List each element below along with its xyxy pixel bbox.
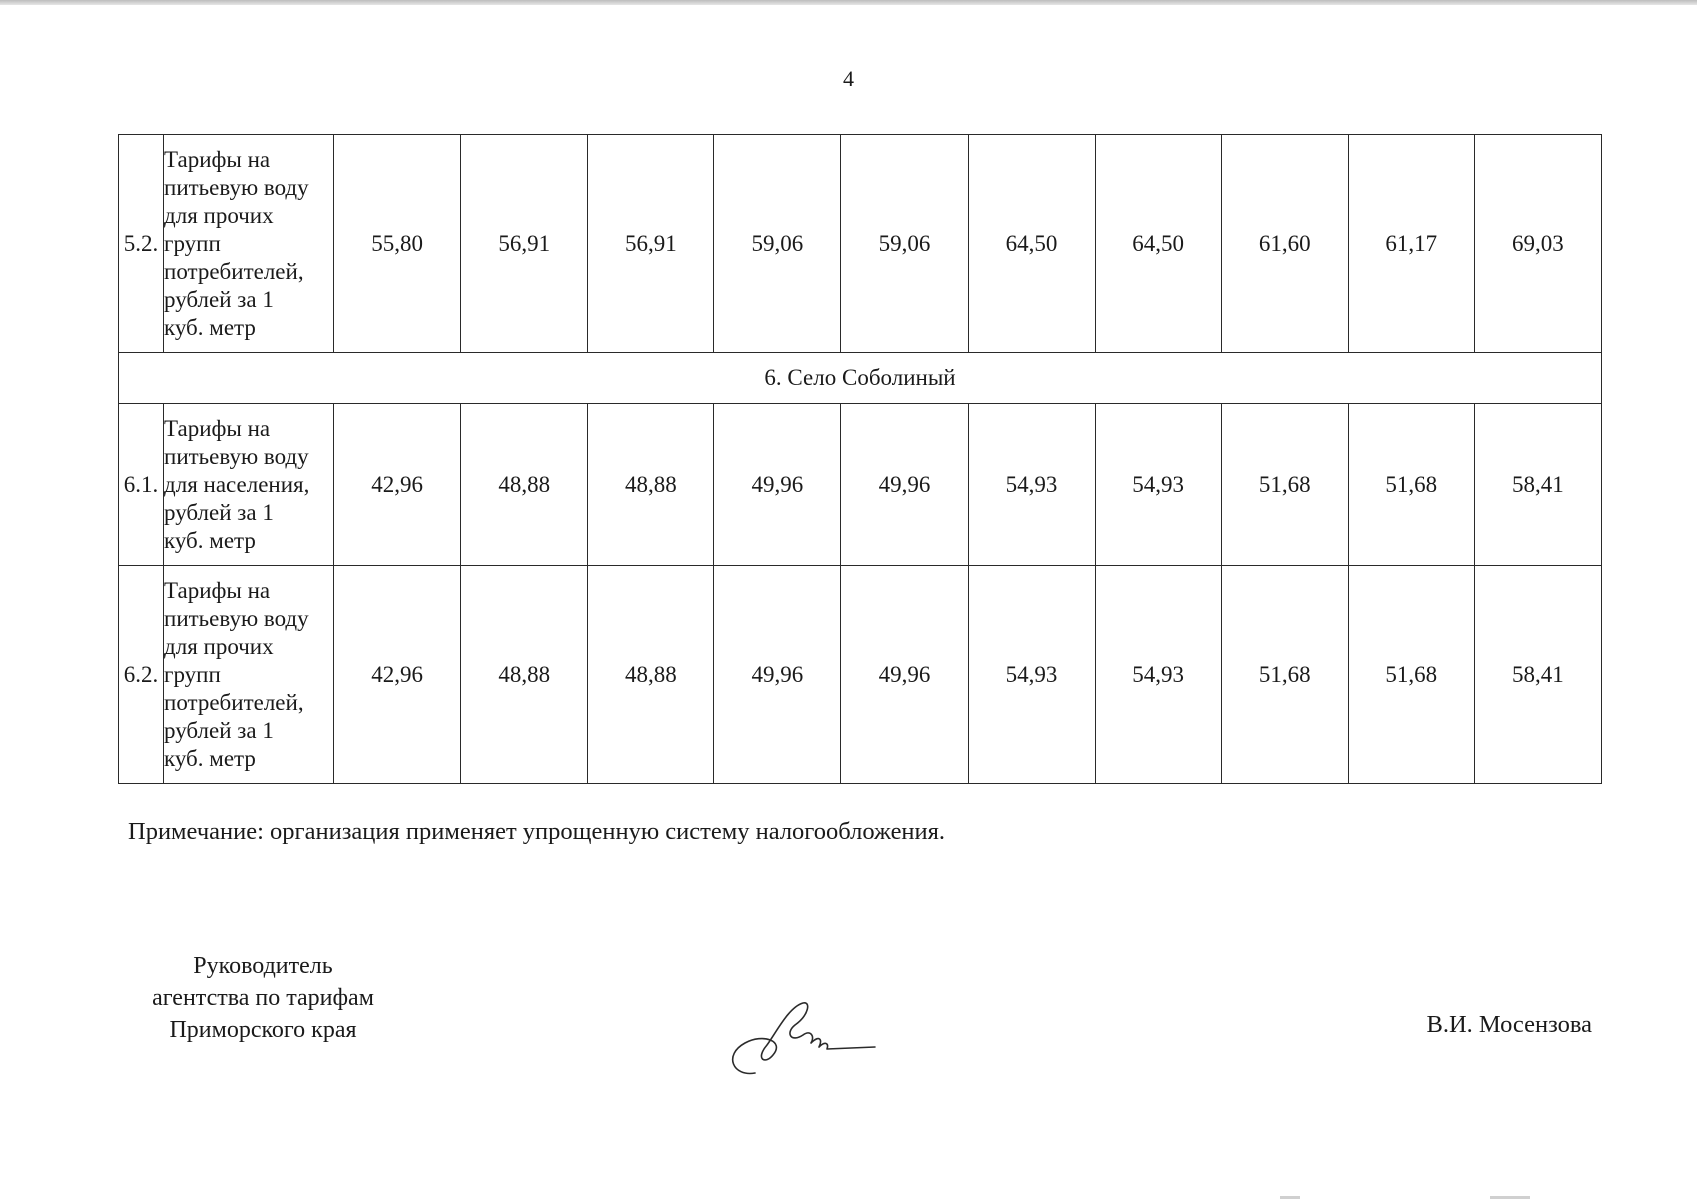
description-line: потребителей, xyxy=(164,258,304,284)
tariff-value: 54,93 xyxy=(968,404,1095,566)
tariff-value: 48,88 xyxy=(588,404,714,566)
section-title: 6. Село Соболиный xyxy=(119,353,1602,404)
signer-position-line: Руководитель xyxy=(193,953,333,979)
handwritten-signature xyxy=(715,985,895,1085)
tariff-value: 64,50 xyxy=(968,135,1095,353)
tariff-value: 58,41 xyxy=(1474,566,1601,784)
description-line: рублей за 1 xyxy=(164,286,274,312)
row-number: 6.2. xyxy=(119,566,164,784)
tariff-value: 56,91 xyxy=(588,135,714,353)
scan-top-edge xyxy=(0,0,1697,5)
tariff-value: 48,88 xyxy=(588,566,714,784)
description-line: рублей за 1 xyxy=(164,499,274,525)
description-line: рублей за 1 xyxy=(164,717,274,743)
tariff-value: 49,96 xyxy=(714,566,841,784)
tariff-value: 49,96 xyxy=(714,404,841,566)
tariff-value: 42,96 xyxy=(334,566,461,784)
row-number: 6.1. xyxy=(119,404,164,566)
description-line: для населения, xyxy=(164,471,310,497)
signer-position-line: Приморского края xyxy=(169,1017,357,1043)
description-line: потребителей, xyxy=(164,689,304,715)
tariff-value: 59,06 xyxy=(714,135,841,353)
description-line: питьевую воду xyxy=(164,443,309,469)
section-row xyxy=(119,353,1602,404)
description-line: куб. метр xyxy=(164,314,256,340)
description-line: групп xyxy=(164,230,221,256)
tariff-value: 42,96 xyxy=(334,404,461,566)
table-row xyxy=(119,566,1602,784)
description-line: Тарифы на xyxy=(164,577,271,603)
tariff-value: 48,88 xyxy=(461,566,588,784)
tariff-value: 59,06 xyxy=(841,135,968,353)
tariff-value: 49,96 xyxy=(841,404,968,566)
row-number: 5.2. xyxy=(119,135,164,353)
description-line: куб. метр xyxy=(164,527,256,553)
tariff-value: 58,41 xyxy=(1474,404,1601,566)
tariff-value: 56,91 xyxy=(461,135,588,353)
tariff-value: 54,93 xyxy=(1095,566,1221,784)
tariff-value: 51,68 xyxy=(1221,566,1348,784)
tariff-value: 61,60 xyxy=(1221,135,1348,353)
table-row xyxy=(119,404,1602,566)
description-line: для прочих xyxy=(164,202,274,228)
tariff-value: 49,96 xyxy=(841,566,968,784)
description-line: групп xyxy=(164,661,221,687)
scan-artifact xyxy=(1490,1196,1530,1199)
row-description xyxy=(164,404,334,566)
table-row xyxy=(119,135,1602,353)
tariff-value: 48,88 xyxy=(461,404,588,566)
description-line: для прочих xyxy=(164,633,274,659)
description-line: Тарифы на xyxy=(164,146,271,172)
tariff-value: 69,03 xyxy=(1474,135,1601,353)
description-line: питьевую воду xyxy=(164,605,309,631)
tariff-value: 51,68 xyxy=(1221,404,1348,566)
signer-position-line: агентства по тарифам xyxy=(152,985,374,1011)
signer-name: В.И. Мосензова xyxy=(1426,1011,1592,1038)
tariff-value: 64,50 xyxy=(1095,135,1221,353)
signer-position xyxy=(118,950,408,1046)
tariff-value: 51,68 xyxy=(1348,404,1474,566)
tariff-value: 61,17 xyxy=(1348,135,1474,353)
tariff-value: 51,68 xyxy=(1348,566,1474,784)
description-line: Тарифы на xyxy=(164,415,271,441)
tariff-table xyxy=(118,134,1602,784)
row-description xyxy=(164,135,334,353)
page-number: 4 xyxy=(843,66,854,91)
scan-artifact xyxy=(1280,1196,1300,1199)
description-line: питьевую воду xyxy=(164,174,309,200)
tariff-value: 55,80 xyxy=(334,135,461,353)
tariff-value: 54,93 xyxy=(968,566,1095,784)
description-line: куб. метр xyxy=(164,745,256,771)
row-description xyxy=(164,566,334,784)
note-text: Примечание: организация применяет упрощенную систему налогообложения. xyxy=(128,818,946,845)
tariff-value: 54,93 xyxy=(1095,404,1221,566)
